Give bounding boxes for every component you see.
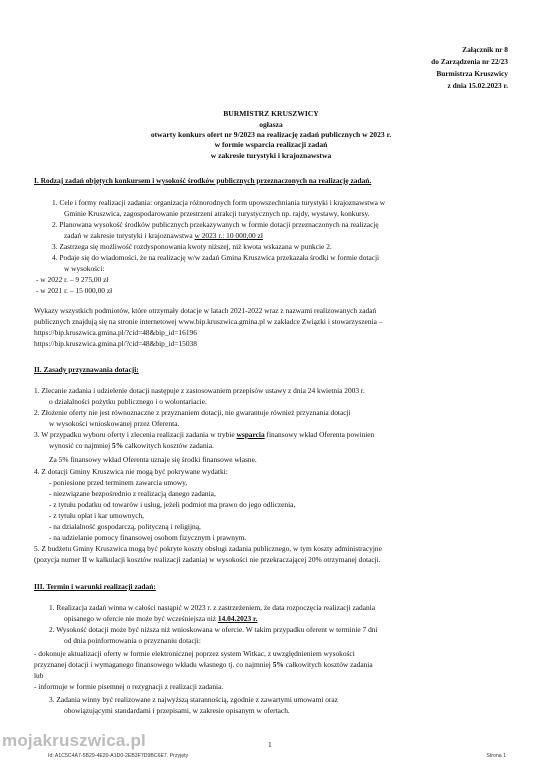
section2-heading: II. Zasady przyznawania dotacji: bbox=[34, 365, 139, 374]
title-mayor: BURMISTRZ KRUSZWICY bbox=[223, 109, 319, 118]
s1-item4-line2: w wysokości: bbox=[64, 264, 105, 273]
s3-item3-line2: obowiązującymi standardami i przepisami, w zakresie opisanym w ofertach. bbox=[64, 706, 290, 715]
s2-item1-line2: o działalności pożytku publicznego i o wolontariacie. bbox=[49, 397, 207, 406]
page-counter-footer: Strona 1 bbox=[486, 753, 506, 759]
excluded-expense-5: - na działalność gospodarczą, polityczną i religijną, bbox=[49, 522, 201, 531]
budget-amount-2023: w 2023 r.: 10 000,00 zł bbox=[194, 231, 263, 240]
s2-item2-line1: 2. Złożenie oferty nie jest równoznaczne z przyznaniem dotacji, nie gwarantuje również przyznania dotacji bbox=[34, 408, 351, 417]
title-contest: otwarty konkurs ofert nr 9/2023 na realizację zadań publicznych w 2023 r. bbox=[150, 130, 392, 139]
excluded-expense-4: - z tytułu opłat i kar umownych, bbox=[49, 511, 145, 520]
s3-item1-line2: opisanego w ofercie nie może być wcześniejsza niż 14.04.2023 r. bbox=[64, 614, 258, 623]
s1-item1-line2: Gminie Kruszwica, zagospodarowanie przestrzeni atrakcji turystycznych np. rajdy, wystawy, konkursy. bbox=[64, 209, 370, 218]
excluded-expense-1: - poniesione przed terminem zawarcia umowy, bbox=[49, 478, 188, 487]
attachment-number: Załącznik nr 8 bbox=[462, 45, 508, 54]
s1-para-line1: Wykazy wszystkich podmiotów, które otrzymały dotacje w latach 2021-2022 wraz z nazwami realizowanych zadań bbox=[34, 306, 377, 315]
s2-item1-line1: 1. Zlecanie zadania i udzielenie dotacji następuje z zastosowaniem przepisów ustawy z dnia 24 kwietnia 2003 r. bbox=[34, 386, 365, 395]
s1-para-line2: publicznych znajdują się na stronie internetowej www.bip.kruszwica.gmina.pl w zakładce Związki i stowarzyszenia – bbox=[34, 317, 383, 326]
watermark-logo: mojakruszwica.pl bbox=[2, 731, 146, 750]
s1-item4-line1: 4. Podaje się do wiadomości, że na realizację w/w zadań Gmina Kruszwica przekazała środki w formie dotacji bbox=[52, 253, 380, 262]
title-form: w formie wsparcia realizacji zadań bbox=[214, 140, 328, 149]
s1-item1-line1: 1. Cele i formy realizacji zadania: organizacja różnorodnych form upowszechniania turystyki i krajoznawstwa w bbox=[52, 198, 386, 207]
s2-item2-line2: w wysokości wnioskowanej przez Oferenta. bbox=[49, 419, 180, 428]
s3-option-update-line1: - dokonuje aktualizacji oferty w formie elektronicznej poprzez system Witkac, z uwzględnieniem wysokości bbox=[34, 649, 355, 658]
start-date: 14.04.2023 r. bbox=[217, 614, 258, 623]
s2-item5-line2: (pozycja numer II w kalkulacji kosztów realizacji zadania) w wysokości nie przekraczającej 20% otrzymanej dotacji. bbox=[34, 555, 381, 564]
s3-item2-line1: 2. Wysokość dotacji może być niższa niż wnioskowana w ofercie. W takim przypadku oferent w terminie 7 dni bbox=[49, 625, 378, 634]
section3-heading: III. Termin i warunki realizacji zadań: bbox=[34, 582, 156, 591]
title-announces: ogłasza bbox=[259, 120, 283, 129]
excluded-expense-3: - z tytułu podatku od towarów i usług, jeżeli podmiot ma prawo do jego odliczenia, bbox=[49, 500, 296, 509]
excluded-expense-2: - niezwiązane bezpośrednio z realizacją danego zadania, bbox=[49, 489, 216, 498]
s1-item2-line1: 2. Planowana wysokość środków publicznych przekazywanych w formie dotacji przeznaczonych na realizację bbox=[52, 220, 379, 229]
title-scope: w zakresie turystyki i krajoznawstwa bbox=[210, 151, 332, 160]
excluded-expense-6: - na udzielanie pomocy finansowej osobom fizycznym i prawnym. bbox=[49, 533, 247, 542]
s3-option-resign: - informuje w formie pisemnej o rezygnacji z realizacji zadania. bbox=[34, 682, 224, 691]
issuer: Burmistrza Kruszwicy bbox=[436, 69, 508, 78]
s2-item3-line2: wynosić co najmniej 5% całkowitych kosztów zadania. bbox=[49, 441, 214, 450]
issue-date: z dnia 15.02.2023 r. bbox=[447, 81, 508, 90]
s2-item4: 4. Z dotacji Gminy Kruszwica nie mogą być pokrywane wydatki: bbox=[34, 467, 228, 476]
ordinance-number: do Zarządzenia nr 22/23 bbox=[431, 57, 508, 66]
s3-option-update-line2: przyznanej dotacji i wymaganego finansowego wkładu własnego tj. co najmniej 5% całkowitych kosztów zadania bbox=[34, 660, 373, 669]
s3-item1-line1: 1. Realizacja zadań winna w całości nastąpić w 2023 r. z zastrzeżeniem, że data rozpoczęcia realizacji zadania bbox=[49, 603, 376, 612]
section1-heading: I. Rodzaj zadań objętych konkursem i wysokość środków publicznych przeznaczonych na realizację zadań. bbox=[34, 176, 372, 185]
support-mode: wsparcia bbox=[236, 430, 265, 439]
s2-item5-line1: 5. Z budżetu Gminy Kruszwica mogą być pokryte koszty obsługi zadania publicznego, w tym koszty administracyjne bbox=[34, 544, 382, 553]
amount-2021: - w 2021 r. – 15 000,00 zł bbox=[36, 286, 113, 295]
s2-item3-line1: 3. W przypadku wyboru oferty i zlecenia realizacji zadania w trybie wsparcia finansowy wkład Oferenta powinien bbox=[34, 430, 375, 439]
bip-link-1[interactable]: https://bip.kruszwica.gmina.pl/?cid=48&bip_id=16196 bbox=[34, 328, 197, 337]
s3-item2-line2: od dnia poinformowania o przyznaniu dotacji: bbox=[64, 636, 201, 645]
s3-or: lub bbox=[34, 671, 44, 680]
page-number: 1 bbox=[268, 740, 272, 749]
document-id-footer: Id: A1C5C4A7-5B29-4E20-A1D0-2EB3F7D9BC6E7. Przyjęty bbox=[48, 753, 189, 759]
amount-2022: - w 2022 r. – 9 275,00 zł bbox=[36, 275, 109, 284]
bip-link-2[interactable]: https://bip.kruszwica.gmina.pl/?cid=48&bip_id=15038 bbox=[34, 339, 197, 348]
s1-item3: 3. Zastrzega się możliwość rozdysponowania kwoty niższej, niż kwota wskazana w punkcie 2. bbox=[52, 242, 332, 251]
s3-item3-line1: 3. Zadania winny być realizowane z najwyższą starannością, zgodnie z zawartymi umowami oraz bbox=[49, 695, 338, 704]
s2-item3-line3: Za 5% finansowy wkład Oferenta uznaje się środki finansowe własne. bbox=[49, 455, 257, 464]
s1-item2-line2: zadań w zakresie turystyki i krajoznawstwa w 2023 r.: 10 000,00 zł bbox=[64, 231, 263, 240]
